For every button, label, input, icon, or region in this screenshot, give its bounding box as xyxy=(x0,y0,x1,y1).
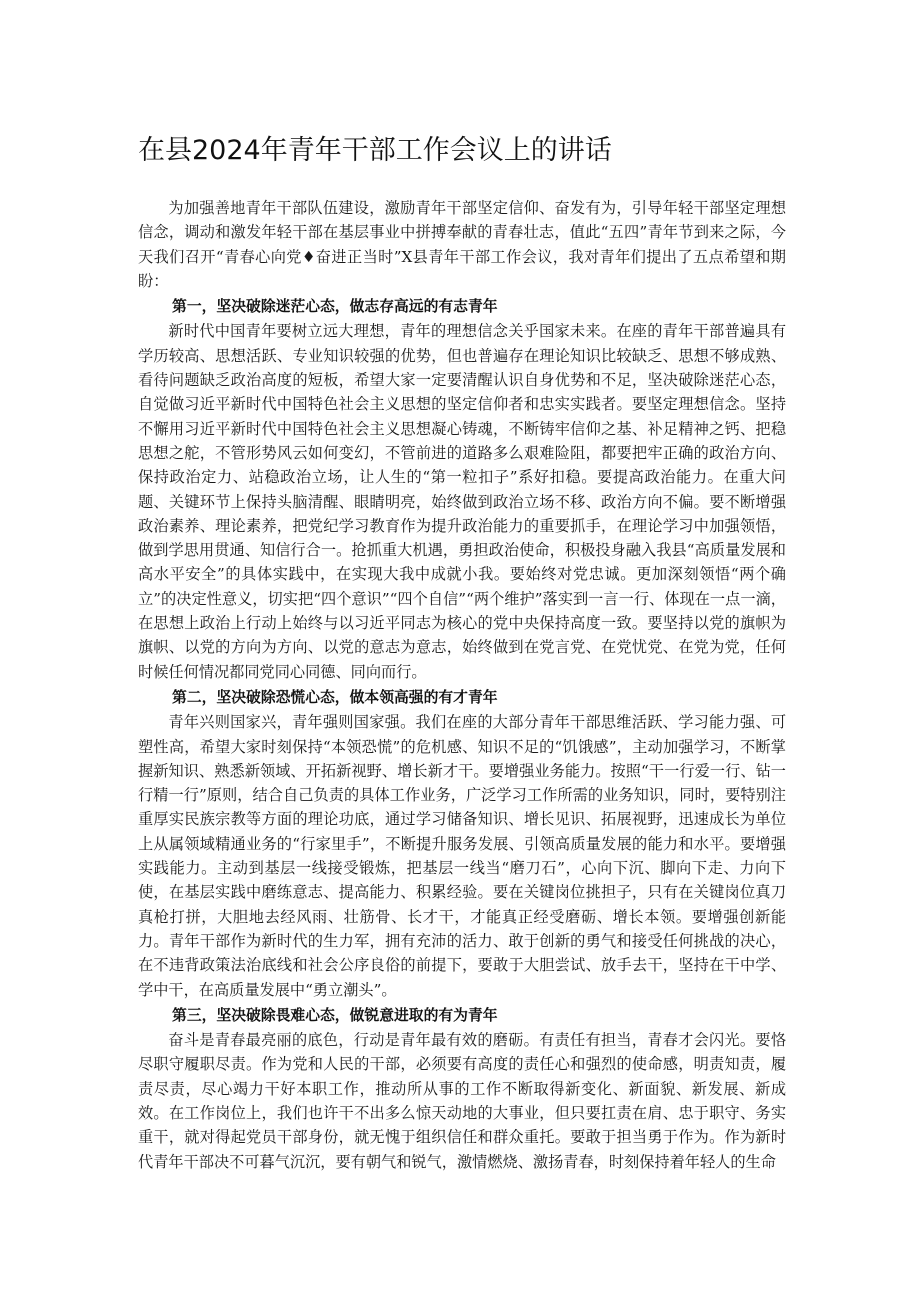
section-1-body: 新时代中国青年要树立远大理想，青年的理想信念关乎国家未来。在座的青年干部普遍具有学历较高、思想活跃、专业知识较强的优势，但也普遍存在理论知识比较缺乏、思想不够成熟、看待问题缺乏政治高度的短板，希望大家一定要清醒认识自身优势和不足，坚决破除迷茫心态，自觉做习近平新时代中国特色社会主义思想的坚定信仰者和忠实实践者。要坚定理想信念。坚持不懈用习近平新时代中国特色社会主义思想凝心铸魂，不断铸牢信仰之基、补足精神之钙、把稳思想之舵，不管形势风云如何变幻，不管前进的道路多么艰难险阻，都要把牢正确的政治方向、保持政治定力、站稳政治立场，让人生的“第一粒扣子”系好扣稳。要提高政治能力。在重大问题、关键环节上保持头脑清醒、眼睛明亮，始终做到政治立场不移、政治方向不偏。要不断增强政治素养、理论素养，把党纪学习教育作为提升政治能力的重要抓手，在理论学习中加强领悟，做到学思用贯通、知信行合一。抢抓重大机遇，勇担政治使命，积极投身融入我县“高质量发展和高水平安全”的具体实践中，在实现大我中成就小我。要始终对党忠诚。更加深刻领悟“两个确立”的决定性意义，切实把“四个意识”“四个自信”“两个维护”落实到一言一行、体现在一点一滴，在思想上政治上行动上始终与以习近平同志为核心的党中央保持高度一致。要坚持以党的旗帜为旗帜、以党的方向为方向、以党的意志为意志，始终做到在党言党、在党忧党、在党为党，任何时候任何情况都同党同心同德、同向而行。 xyxy=(138,322,786,681)
intro-paragraph: 为加强善地青年干部队伍建设，激励青年干部坚定信仰、奋发有为，引导年轻干部坚定理想信念，调动和激发年轻干部在基层事业中拼搏奉献的青春壮志，值此“五四”青年节到来之际，今天我们召开“青春心向党♦奋进正当时”X县青年干部工作会议，我对青年们提出了五点希望和期盼： xyxy=(138,199,786,290)
section-3-heading: 第三，坚决破除畏难心态，做锐意进取的有为青年 xyxy=(172,1006,498,1024)
section-2-body: 青年兴则国家兴，青年强则国家强。我们在座的大部分青年干部思维活跃、学习能力强、可塑性高，希望大家时刻保持“本领恐慌”的危机感、知识不足的“饥饿感”，主动加强学习，不断掌握新知识、熟悉新领域、开拓新视野、增长新才干。要增强业务能力。按照“干一行爱一行、钻一行精一行”原则，结合自己负责的具体工作业务，广泛学习工作所需的业务知识，同时，要特别注重厚实民族宗教等方面的理论功底，通过学习储备知识、增长见识、拓展视野，迅速成长为单位上从属领域精通业务的“行家里手”，不断提升服务发展、引领高质量发展的能力和水平。要增强实践能力。主动到基层一线接受锻炼，把基层一线当“磨刀石”，心向下沉、脚向下走、力向下使，在基层实践中磨练意志、提高能力、积累经验。要在关键岗位挑担子，只有在关键岗位真刀真枪打拼，大胆地去经风雨、壮筋骨、长才干，才能真正经受磨砺、增长本领。要增强创新能力。青年干部作为新时代的生力军，拥有充沛的活力、敢于创新的勇气和接受任何挑战的决心，在不违背政策法治底线和社会公序良俗的前提下，要敢于大胆尝试、放手去干，坚持在干中学、学中干，在高质量发展中“勇立潮头”。 xyxy=(138,713,786,999)
section-1-heading: 第一，坚决破除迷茫心态，做志存高远的有志青年 xyxy=(172,298,498,316)
section-3-body: 奋斗是青春最亮丽的底色，行动是青年最有效的磨砺。有责任有担当，青春才会闪光。要恪尽职守履职尽责。作为党和人民的干部，必须要有高度的责任心和强烈的使命感，明责知责，履责尽责，尽心竭力干好本职工作，推动所从事的工作不断取得新变化、新面貌、新发展、新成效。在工作岗位上，我们也许干不出多么惊天动地的大事业，但只要扛责在肩、忠于职守、务实重干，就对得起党员干部身份，就无愧于组织信任和群众重托。要敢于担当勇于作为。作为新时代青年干部决不可暮气沉沉，要有朝气和锐气，激情燃烧、激扬青春，时刻保持着年轻人的生命 xyxy=(138,1031,786,1171)
section-2-heading: 第二，坚决破除恐慌心态，做本领高强的有才青年 xyxy=(172,688,498,706)
document-title: 在县2024年青年干部工作会议上的讲话 xyxy=(138,135,612,166)
document-page xyxy=(138,128,786,1174)
